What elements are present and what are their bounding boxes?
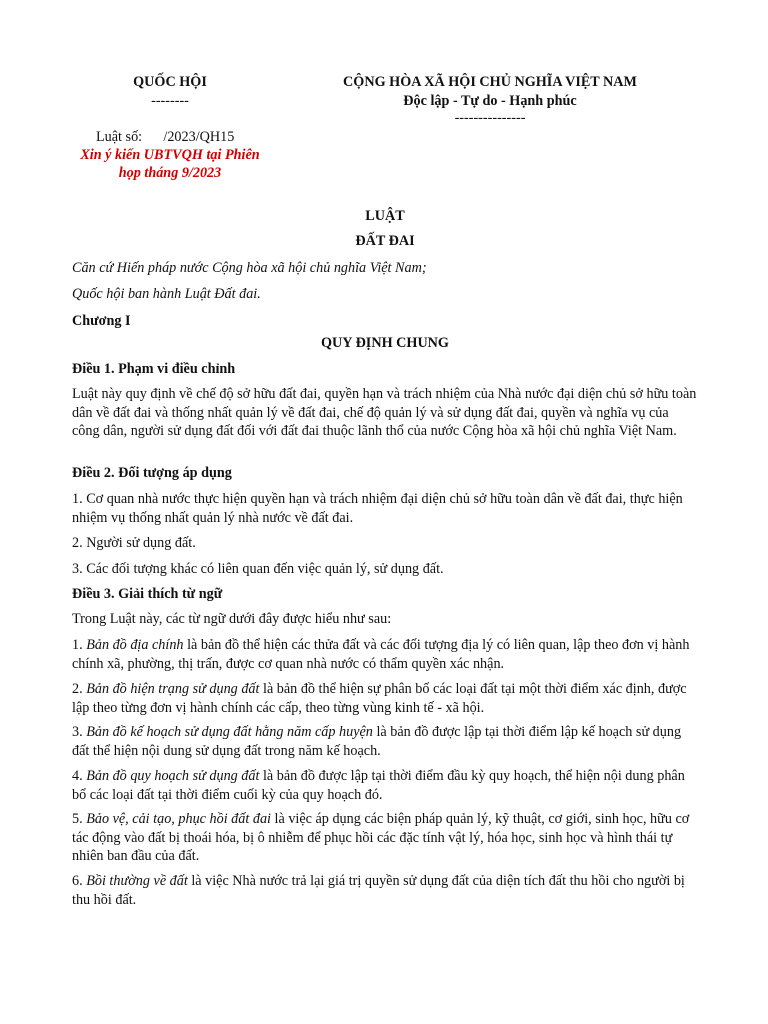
definition-2-term: Bản đồ hiện trạng sử dụng đất (86, 681, 260, 697)
article-3-heading: Điều 3. Giải thích từ ngữ (72, 586, 223, 602)
national-title: CỘNG HÒA XÃ HỘI CHỦ NGHĨA VIỆT NAM (343, 74, 637, 90)
chapter-label: Chương I (72, 313, 131, 329)
header-right-rule: --------------- (454, 110, 526, 126)
article-2-heading: Điều 2. Đối tượng áp dụng (72, 465, 232, 481)
law-name: ĐẤT ĐAI (355, 233, 415, 249)
definition-5: 5. Bảo vệ, cải tạo, phục hồi đất đai là việc áp dụng các biện pháp quản lý, kỹ thuật, cơ giới, sinh học, hữu cơ tác động vào đất bị thoái hóa, bị ô nhiễm để phục hồi các đặc tính vật lý, hóa học, sinh học và hình thái tự nhiên ban đầu của đất. (72, 811, 690, 864)
definition-6-term: Bồi thường về đất (86, 873, 188, 889)
article-2-clause-2: 2. Người sử dụng đất. (72, 535, 196, 551)
law-kind: LUẬT (365, 208, 405, 224)
article-1-heading: Điều 1. Phạm vi điều chỉnh (72, 361, 236, 377)
definition-5-term: Bảo vệ, cải tạo, phục hồi đất đai (86, 811, 271, 827)
definition-6: 6. Bồi thường về đất là việc Nhà nước trả lại giá trị quyền sử dụng đất của diện tích đất thu hồi cho người bị thu hồi đất. (72, 873, 685, 908)
definition-3-term: Bản đồ kế hoạch sử dụng đất hằng năm cấp huyện (86, 724, 373, 740)
draft-note-line-2: họp tháng 9/2023 (118, 165, 222, 181)
national-motto: Độc lập - Tự do - Hạnh phúc (403, 93, 577, 109)
definition-2: 2. Bản đồ hiện trạng sử dụng đất là bản đồ thể hiện sự phân bố các loại đất tại một thời điểm xác định, được lập theo từng đơn vị hành chính các cấp, theo từng vùng kinh tế - xã hội. (72, 681, 687, 716)
law-number: Luật số: /2023/QH15 (96, 129, 235, 145)
article-3-intro: Trong Luật này, các từ ngữ dưới đây được hiểu như sau: (72, 611, 392, 627)
preamble-basis: Căn cứ Hiến pháp nước Cộng hòa xã hội chủ nghĩa Việt Nam; (72, 260, 427, 276)
definition-3: 3. Bản đồ kế hoạch sử dụng đất hằng năm cấp huyện là bản đồ được lập tại thời điểm lập kế hoạch sử dụng đất thể hiện nội dung sử dụng đất trong năm kế hoạch. (72, 724, 682, 759)
draft-note-line-1: Xin ý kiến UBTVQH tại Phiên (80, 147, 260, 163)
preamble-enactment: Quốc hội ban hành Luật Đất đai. (72, 286, 261, 302)
header-left-rule: -------- (151, 93, 189, 109)
issuing-body: QUỐC HỘI (133, 74, 207, 90)
article-1-text: Luật này quy định về chế độ sở hữu đất đai, quyền hạn và trách nhiệm của Nhà nước đại diện chủ sở hữu toàn dân về đất đai và thống nhất quản lý về đất đai, chế độ quản lý và sử dụng đất đai, quyền và nghĩa vụ của công dân, người sử dụng đất đối với đất đai thuộc lãnh thổ của nước Cộng hòa xã hội chủ nghĩa Việt Nam. (72, 386, 697, 439)
article-2-clause-1: 1. Cơ quan nhà nước thực hiện quyền hạn và trách nhiệm đại diện chủ sở hữu toàn dân về đất đai, thực hiện nhiệm vụ thống nhất quản lý nhà nước về đất đai. (72, 491, 683, 526)
chapter-title: QUY ĐỊNH CHUNG (321, 335, 449, 351)
definition-1: 1. Bản đồ địa chính là bản đồ thể hiện các thửa đất và các đối tượng địa lý có liên quan, lập theo đơn vị hành chính xã, phường, thị trấn, được cơ quan nhà nước có thẩm quyền xác nhận. (72, 637, 690, 672)
definition-1-term: Bản đồ địa chính (86, 637, 184, 653)
article-2-clause-3: 3. Các đối tượng khác có liên quan đến việc quản lý, sử dụng đất. (72, 561, 444, 577)
definition-4: 4. Bản đồ quy hoạch sử dụng đất là bản đồ được lập tại thời điểm đầu kỳ quy hoạch, thể hiện nội dung phân bổ các loại đất tại thời điểm cuối kỳ của quy hoạch đó. (72, 768, 685, 803)
definition-4-term: Bản đồ quy hoạch sử dụng đất (86, 768, 260, 784)
